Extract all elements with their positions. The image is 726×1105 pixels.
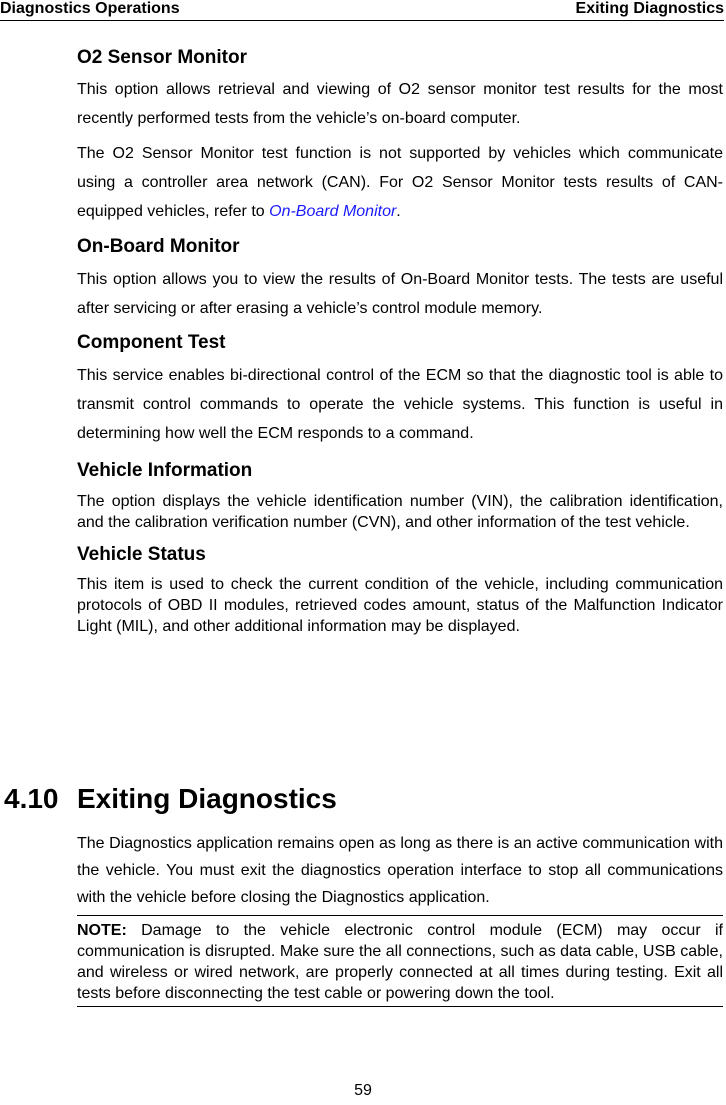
o2-sensor-para-1: This option allows retrieval and viewing of O2 sensor monitor test results for the most recently performed tests from the vehicle’s on-board computer.: [77, 81, 723, 127]
vehicle-information-para: The option displays the vehicle identification number (VIN), the calibration identification, and the calibration verification number (CVN), and other information of the test vehicle.: [77, 493, 723, 531]
exiting-diagnostics-para: The Diagnostics application remains open as long as there is an active communication with the vehicle. You must exit the diagnostics operation interface to stop all communications with the vehicle before closing the Diagnostics application.: [77, 835, 723, 906]
note-label: NOTE:: [77, 922, 127, 939]
note-text: [77, 920, 723, 1004]
note-box: [77, 915, 723, 1007]
heading-on-board-monitor: On-Board Monitor: [77, 236, 240, 257]
page-number: 59: [354, 1082, 372, 1099]
running-header: [0, 0, 724, 21]
section-title: Exiting Diagnostics: [77, 783, 337, 814]
on-board-monitor-link[interactable]: On-Board Monitor: [269, 203, 397, 220]
o2-sensor-para-2: [77, 139, 723, 226]
o2-sensor-para-2-end: .: [396, 203, 401, 220]
header-chapter: Diagnostics Operations: [0, 0, 180, 17]
note-body: Damage to the vehicle electronic control module (ECM) may occur if communication is disrupted. Make sure the all connections, such as data cable, USB cable, and wireless or wired network, are properly connected at all times during testing. Exit all tests before disconnecting the test cable or powering down the tool.: [77, 922, 723, 1002]
vehicle-status-para: This item is used to check the current condition of the vehicle, including communication protocols of OBD II modules, retrieved codes amount, status of the Malfunction Indicator Light (MIL), and other additional information may be displayed.: [77, 576, 723, 635]
content: [77, 44, 723, 637]
on-board-monitor-para: This option allows you to view the results of On-Board Monitor tests. The tests are useful after servicing or after erasing a vehicle’s control module memory.: [77, 271, 723, 317]
heading-component-test: Component Test: [77, 332, 226, 353]
section-heading: [4, 781, 337, 817]
section-number: 4.10: [4, 783, 59, 814]
heading-vehicle-status: Vehicle Status: [77, 544, 206, 565]
heading-vehicle-information: Vehicle Information: [77, 460, 253, 481]
o2-sensor-para-2-text: The O2 Sensor Monitor test function is not supported by vehicles which communicate using a controller area network (CAN). For O2 Sensor Monitor tests results of CAN-equipped vehicles, refer to: [77, 145, 723, 220]
heading-o2-sensor-monitor: O2 Sensor Monitor: [77, 47, 247, 68]
section-content: [77, 830, 723, 1007]
header-section: Exiting Diagnostics: [575, 0, 724, 17]
component-test-para: This service enables bi-directional control of the ECM so that the diagnostic tool is able to transmit control commands to operate the vehicle systems. This function is useful in determining how well the ECM responds to a command.: [77, 367, 723, 442]
